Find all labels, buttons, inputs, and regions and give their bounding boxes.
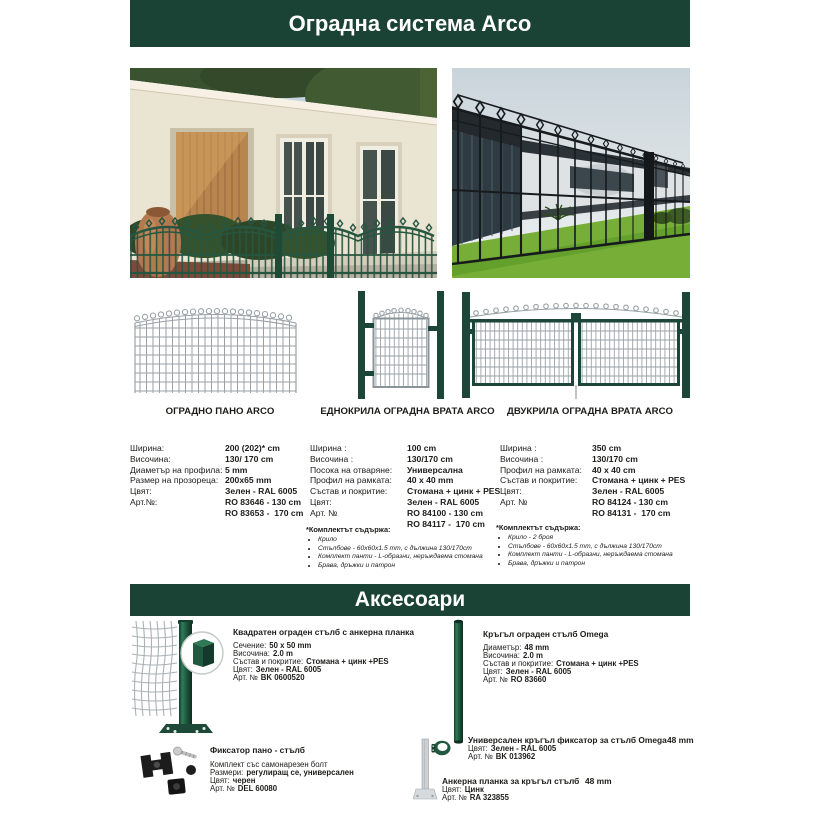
kit-item: • Брава, дръжки и патрон xyxy=(318,562,521,571)
accessory-title: Кръгъл ограден стълб Omega xyxy=(483,629,609,639)
spec-row xyxy=(130,508,310,519)
kit-list xyxy=(496,534,711,568)
panel-caption: ОГРАДНО ПАНО ARCO xyxy=(165,406,275,417)
panel-specs xyxy=(130,443,310,519)
spec-value: Универсална xyxy=(407,464,463,475)
square-post-image-art xyxy=(130,619,235,737)
kit-item: • Комплект панти - L-образни, неръждаема стомана xyxy=(318,553,521,562)
single-gate-kit xyxy=(306,525,521,570)
double-gate-drawing xyxy=(462,289,690,401)
round-post-image xyxy=(451,618,467,745)
spec-value: Цинк xyxy=(464,785,484,795)
page-title-banner xyxy=(130,0,690,47)
square-post-info xyxy=(233,628,453,683)
spec-value: 2.0 m xyxy=(272,649,293,659)
accessory-spec xyxy=(233,674,453,682)
spec-row xyxy=(500,486,695,497)
black-fence-photo xyxy=(452,68,690,278)
double-gate-caption: ДВУКРИЛА ОГРАДНА ВРАТА ARCO xyxy=(507,406,673,417)
spec-label: Арт. № xyxy=(500,496,528,507)
square-post-image xyxy=(130,619,235,737)
spec-label: Ширина : xyxy=(500,443,537,453)
kit-item: • Стълбове - 60x60x1.5 mm, с дължина 130/170cm xyxy=(318,545,521,554)
accessories-banner xyxy=(130,584,690,616)
spec-value: RA 323855 xyxy=(469,793,509,803)
house-fence-photo-art xyxy=(130,68,437,278)
spec-value: RO 84117 - 170 cm xyxy=(407,518,485,529)
fence-panel-drawing-art xyxy=(133,292,298,400)
fence-panel-drawing xyxy=(133,292,298,400)
spec-row xyxy=(310,443,505,454)
accessory-title xyxy=(442,777,692,785)
spec-value: регулиращ се, универсален xyxy=(246,768,354,778)
accessory-spec xyxy=(468,753,694,761)
black-fence-photo-art xyxy=(452,68,690,278)
accessories-title: Аксесоари xyxy=(354,588,466,611)
panel-fixator-image-art xyxy=(138,744,208,800)
spec-value: 200x65 mm xyxy=(225,475,272,486)
spec-label: Ширина: xyxy=(130,443,165,453)
spec-label: Състав и покритие: xyxy=(500,475,578,486)
spec-row xyxy=(310,486,505,497)
anchor-plate-image-art xyxy=(413,737,439,803)
spec-label: Арт. № xyxy=(468,752,493,762)
accessory-title: Квадратен ограден стълб с анкерна планка xyxy=(233,627,415,637)
spec-value: 48 mm xyxy=(524,643,550,653)
house-fence-photo xyxy=(130,68,437,278)
round-post-image-art xyxy=(451,618,467,745)
spec-label: Арт. № xyxy=(483,675,508,685)
round-post-info xyxy=(483,630,695,685)
single-gate-drawing-art xyxy=(357,289,445,401)
spec-row xyxy=(310,497,505,508)
spec-label: Височина: xyxy=(483,651,520,661)
spec-row xyxy=(500,508,695,519)
kit-item: • Крило xyxy=(318,536,521,545)
double-gate-kit xyxy=(496,523,711,568)
accessory-size: 48 mm xyxy=(667,735,694,745)
kit-title: *Комплектът съдържа: xyxy=(306,525,391,534)
spec-label: Арт. № xyxy=(442,793,467,803)
spec-value: Зелен - RAL 6005 xyxy=(505,667,572,677)
spec-label: Профил на рамката: xyxy=(500,464,582,475)
spec-value: Зелен - RAL 6005 xyxy=(407,496,480,507)
spec-row xyxy=(130,443,310,454)
spec-label: Цвят: xyxy=(442,785,462,795)
spec-label: Арт.№: xyxy=(130,496,158,507)
accessory-title xyxy=(468,736,694,744)
spec-value: 100 cm xyxy=(407,443,437,453)
spec-label: Цвят: xyxy=(468,744,488,754)
spec-label: Размер на прозореца: xyxy=(130,475,219,486)
round-clamp-info xyxy=(468,736,694,761)
spec-row xyxy=(130,454,310,465)
accessory-note: Комплект със самонарезен болт xyxy=(210,760,328,770)
spec-label: Цвят: xyxy=(233,665,253,675)
spec-value: Стомана + цинк + PES xyxy=(592,475,686,486)
spec-value: черен xyxy=(232,776,256,786)
spec-label: Арт. № xyxy=(210,784,235,794)
spec-label: Цвят: xyxy=(483,667,503,677)
spec-row xyxy=(130,486,310,497)
spec-value: 130/ 170 cm xyxy=(225,453,274,464)
kit-title: *Комплектът съдържа: xyxy=(496,523,581,532)
spec-label: Цвят: xyxy=(500,486,522,497)
spec-value: BK 0600520 xyxy=(260,673,305,683)
accessory-size: 48 mm xyxy=(585,776,612,786)
spec-row xyxy=(500,465,695,476)
spec-value: Стомана + цинк +PES xyxy=(556,659,639,669)
double-gate-drawing-art xyxy=(462,289,690,401)
accessory-spec xyxy=(483,676,695,684)
spec-label: Размери: xyxy=(210,768,244,778)
spec-value: 200 (202)* cm xyxy=(225,443,280,453)
kit-item: • Стълбове - 60x60x1.5 mm, с дължина 130/170cm xyxy=(508,543,711,552)
spec-value: 5 mm xyxy=(225,464,248,475)
spec-label: Цвят: xyxy=(310,496,332,507)
spec-value: 130/170 cm xyxy=(407,453,453,464)
spec-label: Височина : xyxy=(500,453,544,464)
spec-value: 350 cm xyxy=(592,443,622,453)
spec-value: 40 x 40 mm xyxy=(407,475,454,486)
spec-value: Стомана + цинк + PES xyxy=(407,486,501,497)
spec-row xyxy=(310,508,505,519)
spec-row xyxy=(310,465,505,476)
single-gate-caption: ЕДНОКРИЛА ОГРАДНА ВРАТА ARCO xyxy=(320,406,495,417)
spec-row xyxy=(130,497,310,508)
spec-label xyxy=(500,508,592,519)
spec-label: Посока на отваряне: xyxy=(310,464,393,475)
spec-label: Профил на рамката: xyxy=(310,475,392,486)
spec-row xyxy=(130,475,310,486)
spec-row xyxy=(310,475,505,486)
spec-value: BK 013962 xyxy=(495,752,536,762)
panel-fixator-info xyxy=(210,746,430,793)
spec-label: Височина: xyxy=(130,453,171,464)
single-gate-specs xyxy=(310,443,505,529)
anchor-plate-info xyxy=(442,777,692,802)
spec-value: 2.0 m xyxy=(522,651,543,661)
spec-value: Стомана + цинк +PES xyxy=(306,657,389,667)
spec-value: Зелен - RAL 6005 xyxy=(225,486,298,497)
accessory-title-text: Универсален кръгъл фиксатор за стълб Omega xyxy=(468,735,667,745)
spec-label: Състав и покритие: xyxy=(233,657,304,667)
spec-label: Състав и покритие: xyxy=(483,659,554,669)
kit-list xyxy=(306,536,521,570)
spec-value: DEL 60080 xyxy=(237,784,278,794)
spec-label xyxy=(130,508,225,519)
spec-row xyxy=(310,454,505,465)
page-title: Оградна система Arco xyxy=(288,11,532,36)
spec-value: Зелен - RAL 6005 xyxy=(255,665,322,675)
kit-item: • Комплект панти - L-образни, неръждаема стомана xyxy=(508,551,711,560)
spec-value: RO 84131 - 170 cm xyxy=(592,507,671,518)
spec-value: RO 83653 - 170 cm xyxy=(225,507,304,518)
spec-label: Арт. № xyxy=(233,673,258,683)
spec-label: Арт. № xyxy=(310,507,338,518)
accessory-title: Фиксатор пано - стълб xyxy=(210,745,305,755)
accessory-spec xyxy=(442,794,692,802)
spec-label: Цвят: xyxy=(210,776,230,786)
spec-value: RO 84100 - 130 cm xyxy=(407,507,483,518)
spec-label: Диаметър: xyxy=(483,643,522,653)
spec-label: Диаметър на профила: xyxy=(130,464,223,475)
spec-row xyxy=(500,497,695,508)
spec-value: Зелен - RAL 6005 xyxy=(490,744,557,754)
spec-value: RO 84124 - 130 cm xyxy=(592,496,668,507)
kit-item: • Брава, дръжки и патрон xyxy=(508,560,711,569)
spec-label: Сечение: xyxy=(233,641,267,651)
spec-label: Цвят: xyxy=(130,486,152,497)
spec-value: RO 83646 - 130 cm xyxy=(225,496,301,507)
spec-row xyxy=(500,454,695,465)
spec-value: 50 x 50 mm xyxy=(269,641,312,651)
spec-label: Височина : xyxy=(310,453,354,464)
spec-label: Състав и покритие: xyxy=(310,486,388,497)
spec-label: Ширина : xyxy=(310,443,347,453)
accessory-title-text: Анкерна планка за кръгъл стълб xyxy=(442,776,580,786)
panel-fixator-image xyxy=(138,744,208,800)
spec-value: 130/170 cm xyxy=(592,453,638,464)
spec-value: 40 x 40 cm xyxy=(592,464,636,475)
anchor-plate-image xyxy=(413,737,439,803)
spec-row xyxy=(130,465,310,476)
single-gate-drawing xyxy=(357,289,445,401)
spec-label: Височина: xyxy=(233,649,270,659)
accessory-spec xyxy=(210,785,430,793)
spec-row xyxy=(500,443,695,454)
spec-value: Зелен - RAL 6005 xyxy=(592,486,665,497)
spec-row xyxy=(500,475,695,486)
double-gate-specs xyxy=(500,443,695,519)
kit-item: • Крило - 2 броя xyxy=(508,534,711,543)
spec-value: RO 83660 xyxy=(510,675,547,685)
